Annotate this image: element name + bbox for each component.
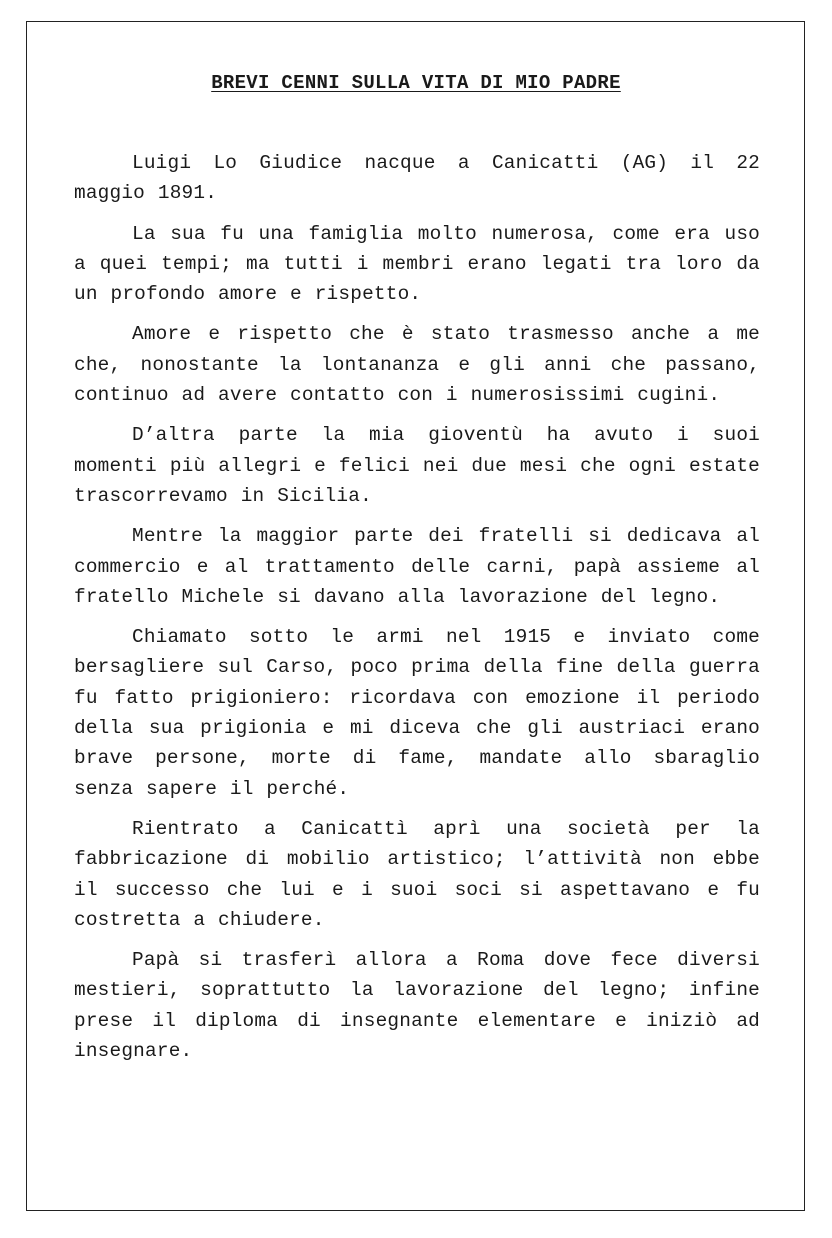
paragraph-birth: Luigi Lo Giudice nacque a Canicatti (AG) il 22 maggio 1891.	[74, 152, 760, 205]
document-title-text: BREVI CENNI SULLA VITA DI MIO PADRE	[211, 72, 621, 94]
paragraph-furniture-company: Rientrato a Canicattì aprì una società per la fabbricazione di mobilio artistico; l’attività non ebbe il successo che lui e i suoi soci si aspettavano e fu costretta a chiudere.	[74, 817, 760, 931]
paragraph-love-respect: Amore e rispetto che è stato trasmesso anche a me che, nonostante la lontananza e gli anni che passano, continuo ad avere contatto con i numerosissimi cugini.	[74, 323, 760, 407]
document-title	[0, 72, 832, 94]
paragraph-war: Chiamato sotto le armi nel 1915 e inviato come bersagliere sul Carso, poco prima della fine della guerra fu fatto prigioniero: ricordava con emozione il periodo della sua prigionia e mi diceva che gli austriaci erano brave persone, morte di fame, mandate allo sbaraglio senza sapere il perché.	[74, 626, 760, 800]
paragraph-family: La sua fu una famiglia molto numerosa, come era uso a quei tempi; ma tutti i membri erano legati tra loro da un profondo amore e rispetto.	[74, 222, 760, 306]
paragraph-woodwork: Mentre la maggior parte dei fratelli si dedicava al commercio e al trattamento delle carni, papà assieme al fratello Michele si davano alla lavorazione del legno.	[74, 525, 760, 608]
paragraph-youth-sicily: D’altra parte la mia gioventù ha avuto i suoi momenti più allegri e felici nei due mesi che ogni estate trascorrevamo in Sicilia.	[74, 424, 760, 507]
document-body	[74, 148, 760, 1066]
paragraph-rome-teaching: Papà si trasferì allora a Roma dove fece diversi mestieri, soprattutto la lavorazione del legno; infine prese il diploma di insegnante elementare e iniziò ad insegnare.	[74, 949, 760, 1063]
